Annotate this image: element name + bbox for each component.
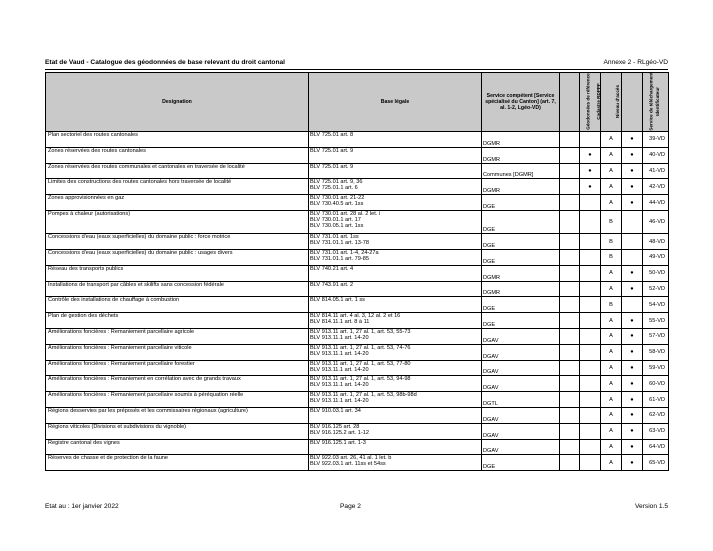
base-legale-line: BLV 730.01 art. 21-22 (310, 195, 365, 202)
cell-designation: Améliorations foncières : Remaniement parcellaire agricole (46, 329, 309, 345)
document-title: Etat de Vaud - Catalogue des géodonnées de base relevant du droit cantonal (45, 59, 285, 66)
base-legale-line: BLV 913.11.1 art. 14-20 (310, 382, 369, 389)
cell-identificateur: 48-VD (643, 234, 669, 250)
table-row (46, 455, 669, 471)
cell-geodonnees (560, 132, 580, 148)
base-legale-line: BLV 814.11.1 art. 8 à 11 (310, 319, 370, 326)
cell-telechargement: ● (622, 360, 643, 376)
cell-cadastre (580, 195, 601, 211)
cell-cadastre: ● (580, 147, 601, 163)
cell-niveau: A (601, 360, 622, 376)
cell-telechargement: ● (622, 439, 643, 455)
table-row (46, 313, 669, 329)
cell-base-legale (309, 281, 482, 297)
cell-service: DGAV (482, 423, 560, 439)
cell-base-legale (309, 234, 482, 250)
cell-geodonnees (560, 329, 580, 345)
cell-identificateur: 46-VD (643, 210, 669, 233)
cell-designation: Plan sectoriel des routes cantonales (46, 132, 309, 148)
table-row (46, 163, 669, 179)
table-row (46, 376, 669, 392)
cell-identificateur: 63-VD (643, 423, 669, 439)
base-legale-line: BLV 913.11 art. 1, 27 al. 1, art. 53, 98b-98d (310, 392, 417, 399)
table-header-row (46, 73, 669, 132)
cell-designation: Limites des constructions des routes cantonales hors traversée de localité (46, 179, 309, 195)
cell-niveau: A (601, 147, 622, 163)
cell-cadastre: ● (580, 163, 601, 179)
table-row (46, 250, 669, 266)
cell-telechargement: ● (622, 423, 643, 439)
table-row (46, 179, 669, 195)
cell-cadastre (580, 132, 601, 148)
cell-cadastre (580, 408, 601, 424)
cell-niveau: B (601, 210, 622, 233)
cell-base-legale (309, 408, 482, 424)
cell-telechargement: ● (622, 132, 643, 148)
cell-cadastre (580, 455, 601, 471)
cell-niveau: A (601, 329, 622, 345)
base-legale-line: BLV 913.11 art. 1, 27 al. 1, art. 53, 94-98 (310, 376, 411, 383)
cell-telechargement (622, 250, 643, 266)
cell-geodonnees (560, 195, 580, 211)
cell-base-legale (309, 210, 482, 233)
base-legale-line: BLV 731.01.1 art. 79-85 (310, 256, 369, 263)
cell-base-legale (309, 163, 482, 179)
annex-label: Annexe 2 - RLgéo-VD (603, 59, 668, 66)
cell-service: DGE (482, 313, 560, 329)
cell-service: DGAV (482, 376, 560, 392)
cell-telechargement: ● (622, 163, 643, 179)
cell-service: Communes [DGMR] (482, 163, 560, 179)
cell-telechargement: ● (622, 344, 643, 360)
cell-niveau: B (601, 234, 622, 250)
cell-base-legale (309, 147, 482, 163)
cell-base-legale (309, 376, 482, 392)
cell-base-legale (309, 132, 482, 148)
cell-service: DGAV (482, 439, 560, 455)
cell-cadastre (580, 392, 601, 408)
footer-version: Version 1.5 (635, 503, 668, 510)
cell-designation: Zones réservées des routes cantonales (46, 147, 309, 163)
base-legale-line: BLV 814.11 art. 4 al. 3, 12 al. 2 et 16 (310, 313, 401, 320)
col-identificateur: Identificateur (643, 73, 669, 132)
footer-date: Etat au : 1er janvier 2022 (45, 503, 119, 510)
col-designation: Designation (46, 73, 309, 132)
cell-base-legale (309, 195, 482, 211)
table-row (46, 360, 669, 376)
cell-niveau: A (601, 392, 622, 408)
table-row (46, 195, 669, 211)
footer-page: Page 2 (340, 503, 361, 510)
cell-geodonnees (560, 250, 580, 266)
cell-geodonnees (560, 392, 580, 408)
base-legale-line: BLV 913.11 art. 1, 27 al. 1, art. 53, 77-80 (310, 360, 411, 367)
cell-niveau: A (601, 455, 622, 471)
cell-service: DGAV (482, 344, 560, 360)
cell-identificateur: 65-VD (643, 455, 669, 471)
base-legale-line: BLV 916.125 art. 28 (310, 423, 360, 430)
cell-niveau: A (601, 281, 622, 297)
table-row (46, 210, 669, 233)
cell-designation: Améliorations foncières : Remaniement en corrélation avec de grands travaux (46, 376, 309, 392)
table-row (46, 234, 669, 250)
cell-telechargement: ● (622, 281, 643, 297)
cell-designation: Améliorations foncières : Remaniement parcellaire forestier (46, 360, 309, 376)
cell-base-legale (309, 360, 482, 376)
cell-niveau: B (601, 250, 622, 266)
col-niveau: Niveau d'accès (601, 73, 622, 132)
base-legale-line: BLV 731.01 art. 1ss (310, 234, 359, 241)
base-legale-line: BLV 916.125.2 art. 1-12 (310, 429, 369, 436)
cell-niveau: A (601, 195, 622, 211)
cell-cadastre (580, 281, 601, 297)
cell-identificateur: 49-VD (643, 250, 669, 266)
base-legale-line: BLV 740.21 art. 4 (310, 265, 354, 272)
cell-niveau: A (601, 344, 622, 360)
cell-cadastre: ● (580, 179, 601, 195)
cell-base-legale (309, 344, 482, 360)
cell-service: DGTL (482, 392, 560, 408)
cell-identificateur: 58-VD (643, 344, 669, 360)
cell-base-legale (309, 265, 482, 281)
cell-service: DGE (482, 210, 560, 233)
base-legale-line: BLV 725.01 art. 9 (310, 147, 354, 154)
cell-identificateur: 61-VD (643, 392, 669, 408)
cell-base-legale (309, 329, 482, 345)
cell-identificateur: 55-VD (643, 313, 669, 329)
table-row (46, 423, 669, 439)
cell-niveau: A (601, 423, 622, 439)
cell-designation: Régions viticoles (Divisions et subdivisions du vignoble) (46, 423, 309, 439)
table-row (46, 147, 669, 163)
table-row (46, 329, 669, 345)
cell-identificateur: 39-VD (643, 132, 669, 148)
base-legale-line: BLV 910.03.1 art. 34 (310, 408, 361, 415)
cell-niveau: A (601, 439, 622, 455)
base-legale-line: BLV 730.40.5 art. 1ss (310, 201, 364, 208)
cell-cadastre (580, 210, 601, 233)
cell-designation: Installations de transport par câbles et skilifts sans concession fédérale (46, 281, 309, 297)
cell-geodonnees (560, 313, 580, 329)
cell-service: DGAV (482, 329, 560, 345)
catalogue-table (45, 72, 669, 471)
base-legale-line: BLV 922.03 art. 26, 41 al. 1 let. b (310, 455, 392, 462)
cell-designation: Plan de gestion des déchets (46, 313, 309, 329)
cell-niveau: A (601, 376, 622, 392)
cell-telechargement: ● (622, 455, 643, 471)
cell-identificateur: 60-VD (643, 376, 669, 392)
base-legale-line: BLV 913.11 art. 1, 27 al. 1, art. 53, 55-73 (310, 329, 411, 336)
cell-designation: Concessions d'eau (eaux superficielles) du domaine public : force motrice (46, 234, 309, 250)
col-cadastre: Cadastre RDPPF (580, 73, 601, 132)
cell-telechargement: ● (622, 376, 643, 392)
cell-service: DGMR (482, 281, 560, 297)
cell-cadastre (580, 297, 601, 313)
cell-identificateur: 59-VD (643, 360, 669, 376)
base-legale-line: BLV 743.91 art. 2 (310, 281, 354, 288)
cell-niveau: B (601, 297, 622, 313)
base-legale-line: BLV 913.11.1 art. 14-20 (310, 366, 369, 373)
table-row (46, 297, 669, 313)
cell-base-legale (309, 423, 482, 439)
cell-cadastre (580, 234, 601, 250)
cell-niveau: A (601, 265, 622, 281)
cell-designation: Réseau des transports publics (46, 265, 309, 281)
table-row (46, 344, 669, 360)
cell-service: DGAV (482, 360, 560, 376)
table-row (46, 392, 669, 408)
cell-cadastre (580, 313, 601, 329)
cell-identificateur: 50-VD (643, 265, 669, 281)
cell-base-legale (309, 313, 482, 329)
base-legale-line: BLV 725.01 art. 9, 36 (310, 179, 363, 186)
base-legale-line: BLV 731.01.1 art. 13-78 (310, 240, 369, 247)
cell-designation: Registre cantonal des vignes (46, 439, 309, 455)
col-service: Service compétent [Service spécialisé du Canton] (art. 7, al. 1-2, Lgéo-VD) (482, 73, 560, 132)
cell-designation: Régions desservies par les préposés et les commissaires régionaux (agriculture) (46, 408, 309, 424)
base-legale-line: BLV 916.125.1 art. 1-3 (310, 439, 366, 446)
cell-identificateur: 57-VD (643, 329, 669, 345)
cell-identificateur: 40-VD (643, 147, 669, 163)
cell-cadastre (580, 329, 601, 345)
cell-cadastre (580, 265, 601, 281)
cell-geodonnees (560, 163, 580, 179)
cell-geodonnees (560, 455, 580, 471)
cell-geodonnees (560, 281, 580, 297)
cell-service: DGMR (482, 147, 560, 163)
col-telechargement: Service de téléchargement (622, 73, 643, 132)
cell-service: DGMR (482, 265, 560, 281)
cell-telechargement (622, 297, 643, 313)
cell-geodonnees (560, 439, 580, 455)
cell-service: DGE (482, 455, 560, 471)
cell-designation: Concessions d'eau (eaux superficielles) du domaine public : usages divers (46, 250, 309, 266)
cell-cadastre (580, 439, 601, 455)
cell-geodonnees (560, 423, 580, 439)
cell-niveau: A (601, 163, 622, 179)
cell-telechargement: ● (622, 408, 643, 424)
cell-geodonnees (560, 344, 580, 360)
cell-identificateur: 64-VD (643, 439, 669, 455)
cell-service: DGAV (482, 408, 560, 424)
base-legale-line: BLV 730.05.1 art. 1ss (310, 222, 364, 229)
cell-base-legale (309, 455, 482, 471)
cell-telechargement: ● (622, 313, 643, 329)
cell-service: DGE (482, 234, 560, 250)
base-legale-line: BLV 913.11 art. 1, 27 al. 1, art. 53, 74-76 (310, 344, 411, 351)
base-legale-line: BLV 730.01.1 art. 17 (310, 216, 361, 223)
base-legale-line: BLV 730.01 art. 28 al. 2 let. i (310, 210, 381, 217)
base-legale-line: BLV 913.11.1 art. 14-20 (310, 398, 369, 405)
col-geodonnees: Géodonnées de référence (560, 73, 580, 132)
cell-niveau: A (601, 408, 622, 424)
table-row (46, 439, 669, 455)
cell-base-legale (309, 179, 482, 195)
cell-designation: Zones approvisionnées en gaz (46, 195, 309, 211)
cell-telechargement (622, 210, 643, 233)
cell-service: DGMR (482, 132, 560, 148)
cell-telechargement: ● (622, 179, 643, 195)
base-legale-line: BLV 814.05.1 art. 1 ss (310, 297, 365, 304)
cell-identificateur: 44-VD (643, 195, 669, 211)
cell-base-legale (309, 297, 482, 313)
cell-designation: Pompes à chaleur (autorisations) (46, 210, 309, 233)
cell-telechargement: ● (622, 329, 643, 345)
cell-base-legale (309, 250, 482, 266)
cell-telechargement: ● (622, 265, 643, 281)
base-legale-line: BLV 913.11.1 art. 14-20 (310, 350, 369, 357)
cell-geodonnees (560, 408, 580, 424)
cell-cadastre (580, 423, 601, 439)
base-legale-line: BLV 922.03.1 art. 11ss et 54ss (310, 461, 386, 468)
cell-geodonnees (560, 179, 580, 195)
cell-designation: Réserves de chasse et de protection de la faune (46, 455, 309, 471)
cell-identificateur: 42-VD (643, 179, 669, 195)
cell-telechargement: ● (622, 147, 643, 163)
cell-telechargement (622, 234, 643, 250)
cell-telechargement: ● (622, 195, 643, 211)
cell-cadastre (580, 376, 601, 392)
base-legale-line: BLV 725.01 art. 8 (310, 132, 354, 138)
cell-identificateur: 54-VD (643, 297, 669, 313)
cell-niveau: A (601, 179, 622, 195)
base-legale-line: BLV 725.01 art. 9 (310, 163, 354, 170)
cell-geodonnees (560, 147, 580, 163)
table-row (46, 281, 669, 297)
cell-identificateur: 62-VD (643, 408, 669, 424)
cell-geodonnees (560, 297, 580, 313)
cell-cadastre (580, 250, 601, 266)
base-legale-line: BLV 725.01.1 art. 6 (310, 185, 358, 192)
table-row (46, 265, 669, 281)
cell-identificateur: 52-VD (643, 281, 669, 297)
table-row (46, 132, 669, 148)
cell-designation: Contrôle des installations de chauffage à combustion (46, 297, 309, 313)
cell-geodonnees (560, 265, 580, 281)
cell-designation: Zones réservées des routes communales et cantonales en traversée de localité (46, 163, 309, 179)
cell-cadastre (580, 344, 601, 360)
cell-geodonnees (560, 376, 580, 392)
cell-service: DGE (482, 250, 560, 266)
cell-geodonnees (560, 234, 580, 250)
cell-identificateur: 41-VD (643, 163, 669, 179)
cell-niveau: A (601, 313, 622, 329)
cell-service: DGMR (482, 179, 560, 195)
cell-designation: Améliorations foncières : Remaniement parcellaire soumis à péréquation réelle (46, 392, 309, 408)
header-divider (45, 69, 668, 70)
base-legale-line: BLV 731.01 art. 1-4, 24-27a (310, 250, 379, 257)
cell-telechargement: ● (622, 392, 643, 408)
cell-geodonnees (560, 210, 580, 233)
base-legale-line: BLV 913.11.1 art. 14-20 (310, 335, 369, 342)
cell-cadastre (580, 360, 601, 376)
cell-geodonnees (560, 360, 580, 376)
cell-base-legale (309, 439, 482, 455)
col-base-legale: Base légale (309, 73, 482, 132)
cell-designation: Améliorations foncières : Remaniement parcellaire viticole (46, 344, 309, 360)
cell-service: DGE (482, 195, 560, 211)
table-row (46, 408, 669, 424)
cell-service: DGE (482, 297, 560, 313)
cell-base-legale (309, 392, 482, 408)
cell-niveau: A (601, 132, 622, 148)
